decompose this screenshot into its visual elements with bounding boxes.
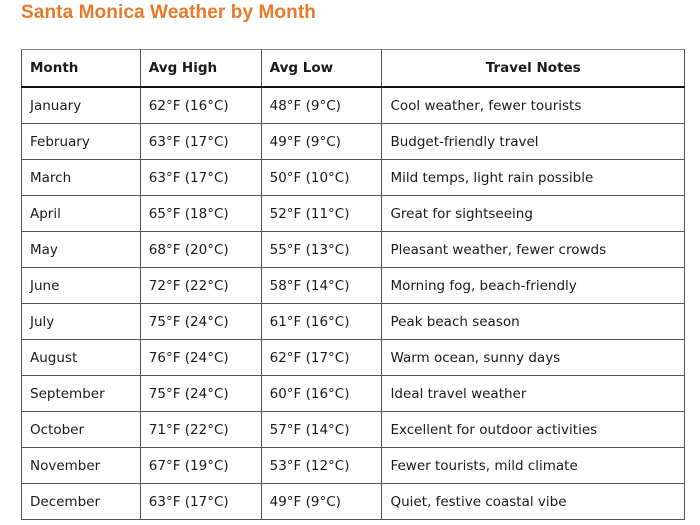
cell-avg-high: 68°F (20°C) [140, 232, 261, 268]
table-row [22, 124, 685, 160]
table-row [22, 448, 685, 484]
cell-travel-notes: Peak beach season [382, 304, 685, 340]
header-month: Month [22, 50, 141, 88]
cell-avg-low: 58°F (14°C) [261, 268, 382, 304]
cell-month: April [22, 196, 141, 232]
cell-month: January [22, 87, 141, 124]
cell-month: May [22, 232, 141, 268]
cell-avg-high: 71°F (22°C) [140, 412, 261, 448]
cell-avg-high: 62°F (16°C) [140, 87, 261, 124]
cell-avg-high: 72°F (22°C) [140, 268, 261, 304]
table-row [22, 160, 685, 196]
cell-avg-low: 61°F (16°C) [261, 304, 382, 340]
cell-month: August [22, 340, 141, 376]
cell-avg-low: 49°F (9°C) [261, 124, 382, 160]
table-row [22, 376, 685, 412]
cell-avg-high: 63°F (17°C) [140, 484, 261, 520]
cell-travel-notes: Morning fog, beach-friendly [382, 268, 685, 304]
cell-avg-low: 62°F (17°C) [261, 340, 382, 376]
header-avg-high: Avg High [140, 50, 261, 88]
table-row [22, 304, 685, 340]
cell-avg-high: 76°F (24°C) [140, 340, 261, 376]
table-row [22, 268, 685, 304]
table-row [22, 196, 685, 232]
cell-avg-low: 49°F (9°C) [261, 484, 382, 520]
cell-avg-low: 50°F (10°C) [261, 160, 382, 196]
cell-avg-high: 63°F (17°C) [140, 124, 261, 160]
cell-avg-high: 75°F (24°C) [140, 376, 261, 412]
cell-month: September [22, 376, 141, 412]
cell-avg-high: 75°F (24°C) [140, 304, 261, 340]
cell-travel-notes: Mild temps, light rain possible [382, 160, 685, 196]
cell-month: October [22, 412, 141, 448]
cell-avg-low: 60°F (16°C) [261, 376, 382, 412]
cell-month: June [22, 268, 141, 304]
cell-travel-notes: Excellent for outdoor activities [382, 412, 685, 448]
cell-travel-notes: Fewer tourists, mild climate [382, 448, 685, 484]
cell-avg-high: 67°F (19°C) [140, 448, 261, 484]
cell-month: February [22, 124, 141, 160]
table-header-row [22, 50, 685, 88]
cell-travel-notes: Ideal travel weather [382, 376, 685, 412]
weather-table [21, 49, 685, 520]
cell-month: March [22, 160, 141, 196]
table-row [22, 340, 685, 376]
table-row [22, 484, 685, 520]
cell-travel-notes: Warm ocean, sunny days [382, 340, 685, 376]
cell-avg-low: 48°F (9°C) [261, 87, 382, 124]
table-row [22, 412, 685, 448]
table-row [22, 232, 685, 268]
cell-avg-low: 57°F (14°C) [261, 412, 382, 448]
cell-travel-notes: Budget-friendly travel [382, 124, 685, 160]
cell-travel-notes: Great for sightseeing [382, 196, 685, 232]
cell-travel-notes: Quiet, festive coastal vibe [382, 484, 685, 520]
cell-month: July [22, 304, 141, 340]
cell-travel-notes: Cool weather, fewer tourists [382, 87, 685, 124]
cell-avg-high: 65°F (18°C) [140, 196, 261, 232]
page-title: Santa Monica Weather by Month [21, 2, 316, 23]
cell-avg-low: 53°F (12°C) [261, 448, 382, 484]
cell-avg-low: 55°F (13°C) [261, 232, 382, 268]
header-avg-low: Avg Low [261, 50, 382, 88]
cell-month: November [22, 448, 141, 484]
cell-avg-low: 52°F (11°C) [261, 196, 382, 232]
header-travel-notes: Travel Notes [382, 50, 685, 88]
cell-month: December [22, 484, 141, 520]
cell-travel-notes: Pleasant weather, fewer crowds [382, 232, 685, 268]
cell-avg-high: 63°F (17°C) [140, 160, 261, 196]
table-row [22, 87, 685, 124]
